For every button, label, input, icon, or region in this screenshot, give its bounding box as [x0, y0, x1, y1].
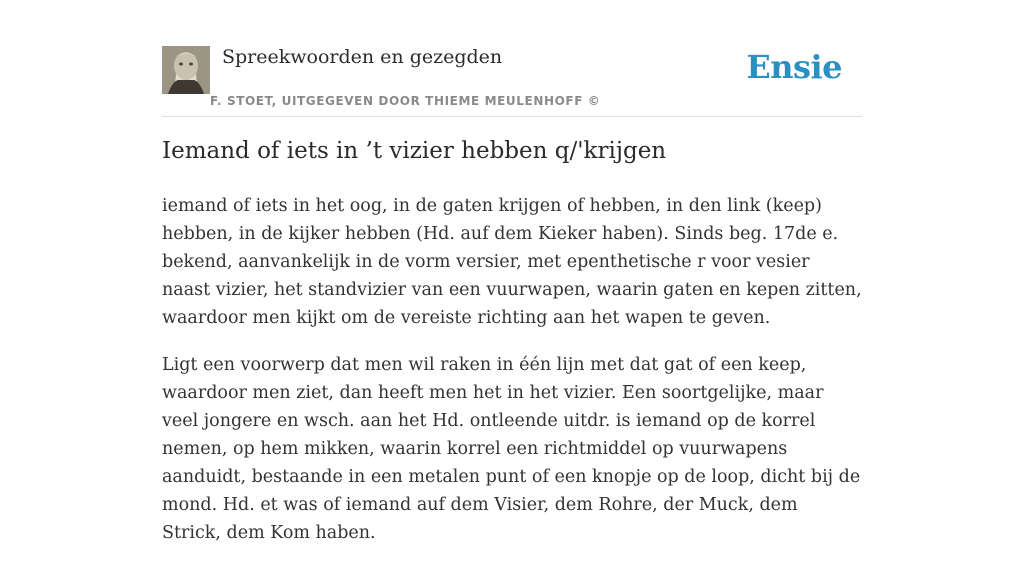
page	[162, 0, 862, 543]
source-title[interactable]: Spreekwoorden en gezegden	[222, 46, 503, 68]
source-credit: F. STOET, UITGEGEVEN DOOR THIEME MEULENHOFF ©	[210, 94, 601, 108]
entry-body	[162, 192, 862, 566]
author-avatar[interactable]	[162, 46, 210, 94]
entry-paragraph: Ligt een voorwerp dat men wil raken in één lijn met dat gat of een keep, waardoor men ziet, dan heeft men het in het vizier. Een soortgelijke, maar veel jongere en wsch. aan het Hd. ontleende uitdr. is iemand op de korrel nemen, op hem mikken, waarin korrel een richtmiddel op vuurwapens aanduidt, bestaande in een metalen punt of een knopje op de loop, dicht bij de mond. Hd. et was of iemand auf dem Visier, dem Rohre, der Muck, dem Strick, dem Kom haben.	[162, 355, 861, 543]
source-header	[162, 44, 862, 117]
brand-logo[interactable]: Ensie	[746, 48, 842, 86]
entry-title: Iemand of iets in ’t vizier hebben q/'krijgen	[162, 138, 667, 164]
portrait-icon	[162, 46, 210, 94]
entry-paragraph: iemand of iets in het oog, in de gaten krijgen of hebben, in den link (keep) hebben, in de kijker hebben (Hd. auf dem Kieker haben). Sinds beg. 17de e. bekend, aanvankelijk in de vorm versier, met epenthetische r voor vesier naast vizier, het standvizier van een vuurwapen, waarin gaten en kepen zitten, waardoor men kijkt om de vereiste richting aan het wapen te geven.	[162, 196, 862, 328]
